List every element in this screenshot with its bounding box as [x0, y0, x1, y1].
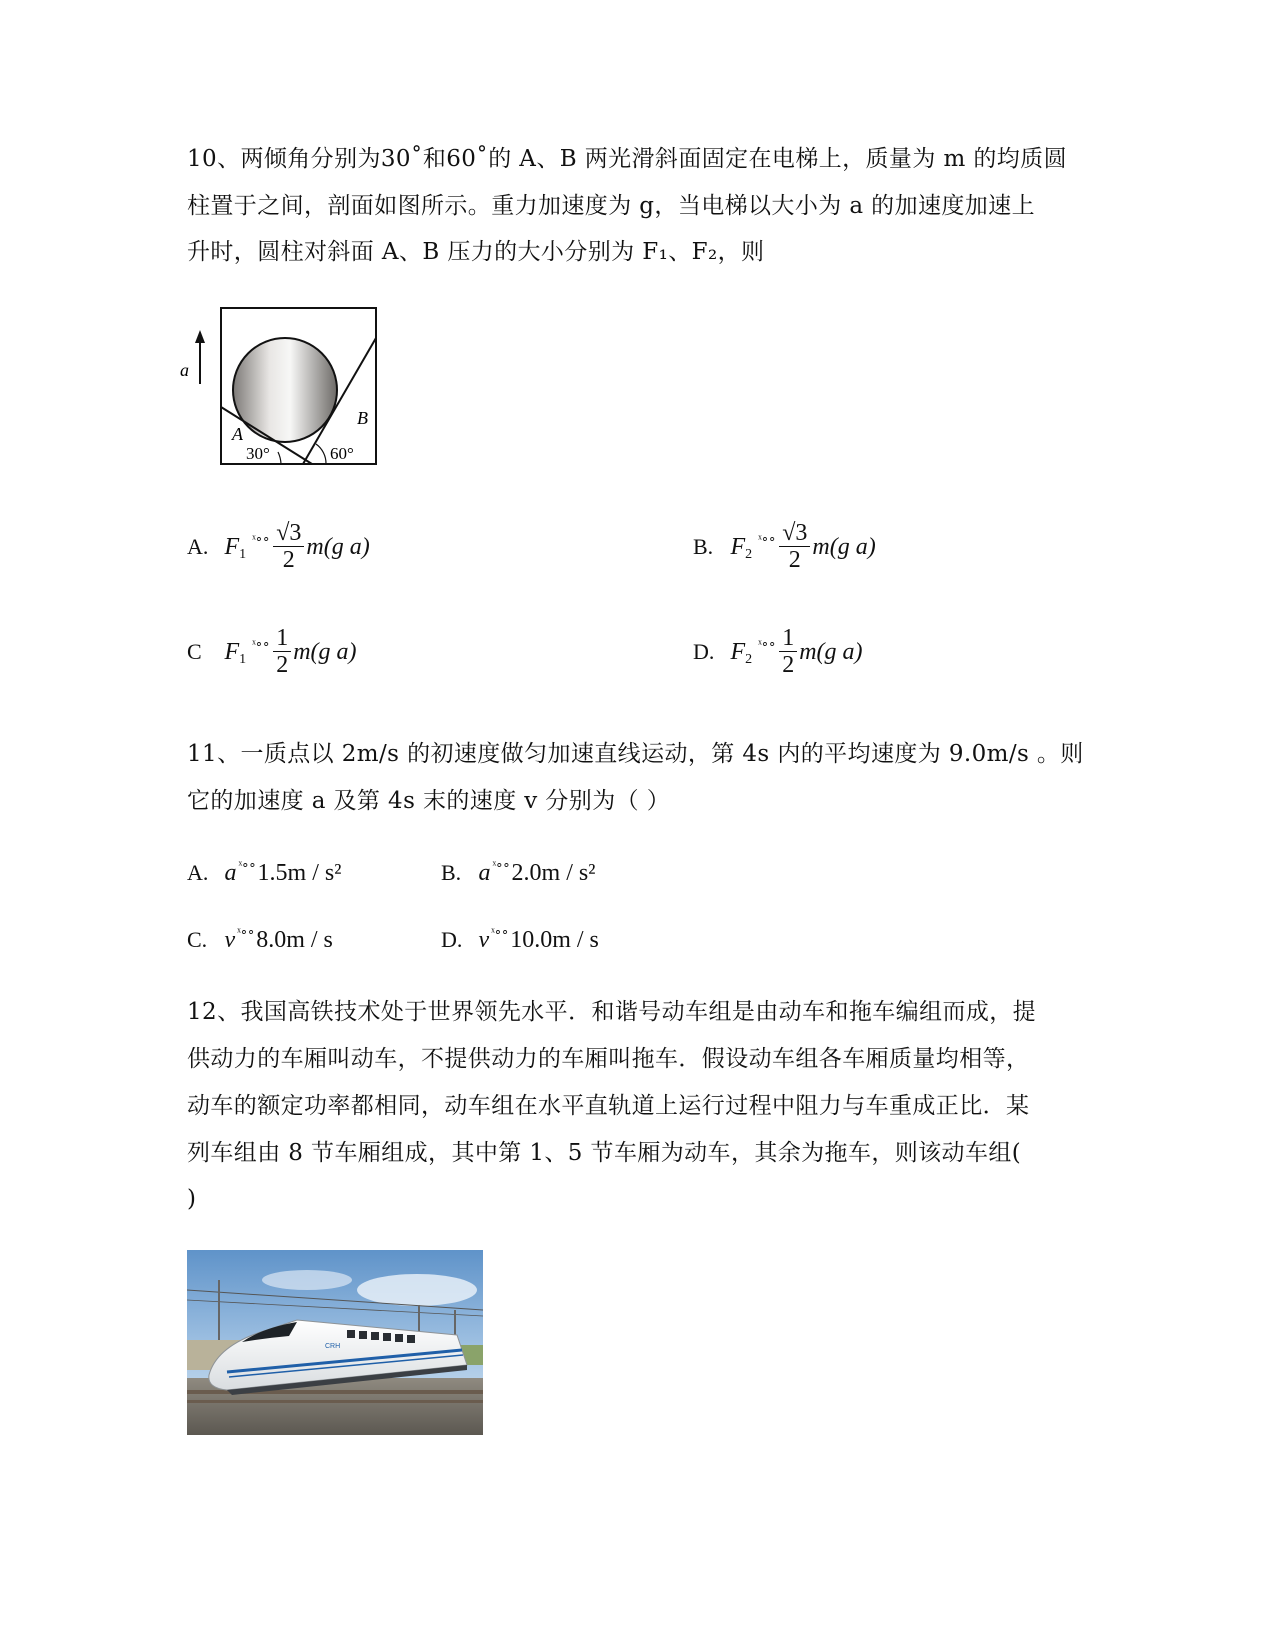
arrow-label-a: a [180, 360, 189, 380]
label-A: A [232, 424, 243, 444]
angle-30: 30° [246, 444, 270, 463]
q10-line-2: 柱置于之间，剖面如图所示。重力加速度为 g，当电梯以大小为 a 的加速度加速上 [187, 193, 1035, 219]
train-photo [187, 1250, 483, 1439]
q11-line-2: 它的加速度 a 及第 4s 末的速度 v 分别为（ ） [187, 788, 671, 814]
q12-line-4: 列车组由 8 节车厢组成，其中第 1、5 节车厢为动车，其余为拖车，则该动车组( [187, 1140, 1022, 1166]
q11-option-D[interactable]: D. v ˣ∘∘ 10.0m / s [441, 924, 599, 953]
angle-arc-B [316, 444, 326, 464]
inclines-figure [178, 306, 388, 475]
q12-line-2: 供动力的车厢叫动车，不提供动力的车厢叫拖车．假设动车组各车厢质量均相等， [187, 1046, 1030, 1072]
q12-line-3: 动车的额定功率都相同，动车组在水平直轨道上运行过程中阻力与车重成正比．某 [187, 1093, 1030, 1119]
angle-60: 60° [330, 444, 354, 463]
angle-arc-A [278, 452, 281, 464]
label-B: B [357, 408, 368, 428]
q12-line-5: ) [187, 1186, 197, 1212]
q11-option-C[interactable]: C. v ˣ∘∘ 8.0m / s [187, 924, 333, 953]
q10-option-D[interactable]: D. F 2 ˣ∘∘ $\frac{1}{2}$ m(g a) [693, 625, 863, 678]
q11-option-A[interactable]: A. a ˣ∘∘ 1.5m / s² [187, 857, 342, 886]
q11-option-B[interactable]: B. a ˣ∘∘ 2.0m / s² [441, 857, 596, 886]
train-logo: CRH [325, 1343, 341, 1350]
q10-option-C[interactable]: C F 1 ˣ∘∘ $\frac{1}{2}$ m(g a) [187, 625, 357, 678]
cylinder [233, 338, 337, 442]
acceleration-arrowhead [195, 330, 205, 343]
q10-option-B[interactable]: B. F 2 ˣ∘∘ $\frac{√3}{2}$ m(g a) [693, 520, 876, 573]
q12-line-1: 12、我国高铁技术处于世界领先水平．和谐号动车组是由动车和拖车编组而成，提 [187, 999, 1037, 1025]
q11-line-1: 11、一质点以 2m/s 的初速度做匀加速直线运动，第 4s 内的平均速度为 9.0m/s 。则 [187, 741, 1084, 767]
q10-line-3: 升时，圆柱对斜面 A、B 压力的大小分别为 F₁、F₂，则 [187, 239, 765, 265]
q10-option-A[interactable]: A. F 1 ˣ∘∘ $\frac{√3}{2}$ m(g a) [187, 520, 370, 573]
q10-line-1: 10、两倾角分别为30˚和60˚的 A、B 两光滑斜面固定在电梯上，质量为 m 的均质圆 [187, 146, 1067, 172]
